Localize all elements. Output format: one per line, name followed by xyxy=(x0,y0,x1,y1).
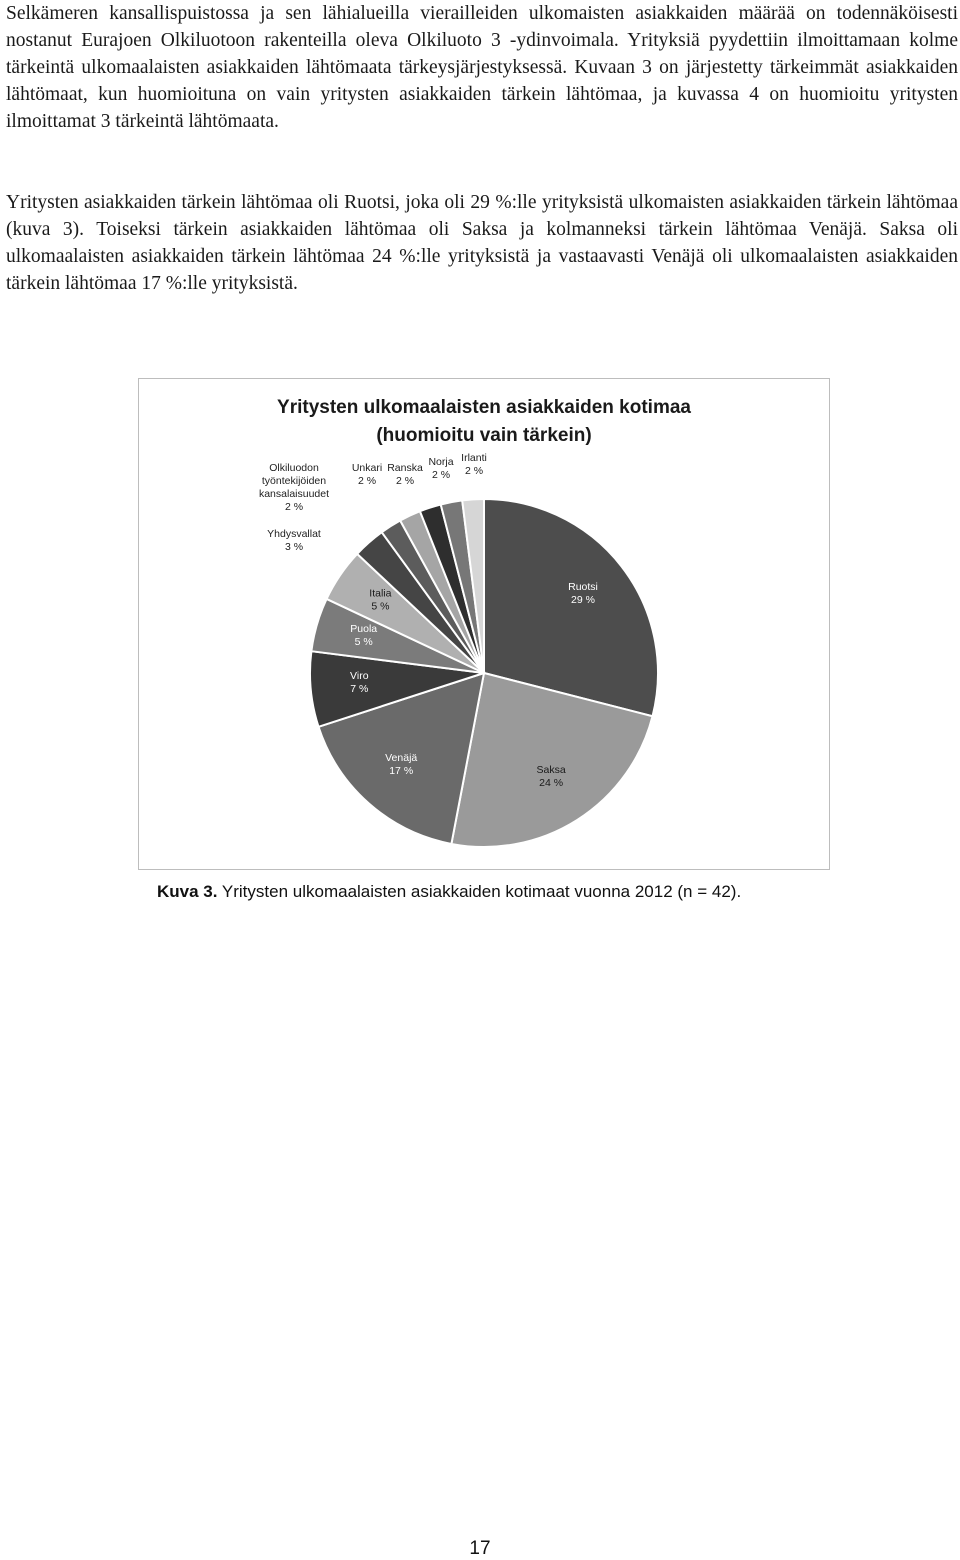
chart-title: Yritysten ulkomaalaisten asiakkaiden kotimaa xyxy=(277,397,691,418)
slice-label-unkari: Unkari 2 % xyxy=(351,462,383,487)
page-number: 17 xyxy=(469,1538,491,1559)
slice-label-norja: Norja 2 % xyxy=(428,456,454,481)
slice-label-saksa: Saksa 24 % xyxy=(536,763,566,789)
caption-text: Yritysten ulkomaalaisten asiakkaiden kotimaat vuonna 2012 (n = 42). xyxy=(221,882,742,901)
slice-label-viro: Viro 7 % xyxy=(350,669,369,695)
slice-label-puola: Puola 5 % xyxy=(350,623,378,648)
slice-label-venäjä: Venäjä 17 % xyxy=(385,752,418,777)
pie-chart-canvas xyxy=(139,379,829,869)
slice-label-olkiluodon: Olkiluodon työntekijöiden kansalaisuudet 2 % xyxy=(258,462,330,513)
caption-label: Kuva 3. xyxy=(157,882,218,901)
slice-label-irlanti: Irlanti 2 % xyxy=(461,452,487,477)
chart-subtitle: (huomioitu vain tärkein) xyxy=(376,425,592,446)
pie-chart xyxy=(138,378,830,870)
slice-label-ranska: Ranska 2 % xyxy=(387,462,423,487)
slice-label-ruotsi: Ruotsi 29 % xyxy=(568,581,598,607)
figure-caption xyxy=(157,882,741,902)
body-paragraph-2: Yritysten asiakkaiden tärkein lähtömaa oli Ruotsi, joka oli 29 %:lle yrityksistä ulkomaisten asiakkaiden tärkein lähtömaa (kuva 3). Toiseksi tärkein asiakkaiden lähtömaa oli Saksa ja kolmanneksi tärkein lähtömaa Venäjä. Saksa oli ulkomaalaisten asiakkaiden tärkein lähtömaa 24 %:lle yrityksistä ja vastaavasti Venäjä oli ulkomaalaisten asiakkaiden tärkein lähtömaa 17 %:lle yrityksistä. xyxy=(6,192,958,294)
slice-label-italia: Italia 5 % xyxy=(369,587,392,613)
body-paragraph-1: Selkämeren kansallispuistossa ja sen lähialueilla vierailleiden ulkomaisten asiakkaiden määrää on todennäköisesti nostanut Eurajoen Olkiluotoon rakenteilla oleva Olkiluoto 3 -ydinvoimala. Yrityksiä pyydettiin ilmoittamaan kolme tärkeintä ulkomaalaisten asiakkaiden lähtömaata tärkeysjärjestyksessä. Kuvaan 3 on järjestetty tärkeimmät asiakkaiden lähtömaat, kun huomioituna on vain yritysten asiakkaiden tärkein lähtömaa, ja kuvassa 4 on huomioitu yritysten ilmoittamat 3 tärkeintä lähtömaata. xyxy=(6,3,958,132)
slice-label-yhdysvallat: Yhdysvallat 3 % xyxy=(267,528,321,553)
